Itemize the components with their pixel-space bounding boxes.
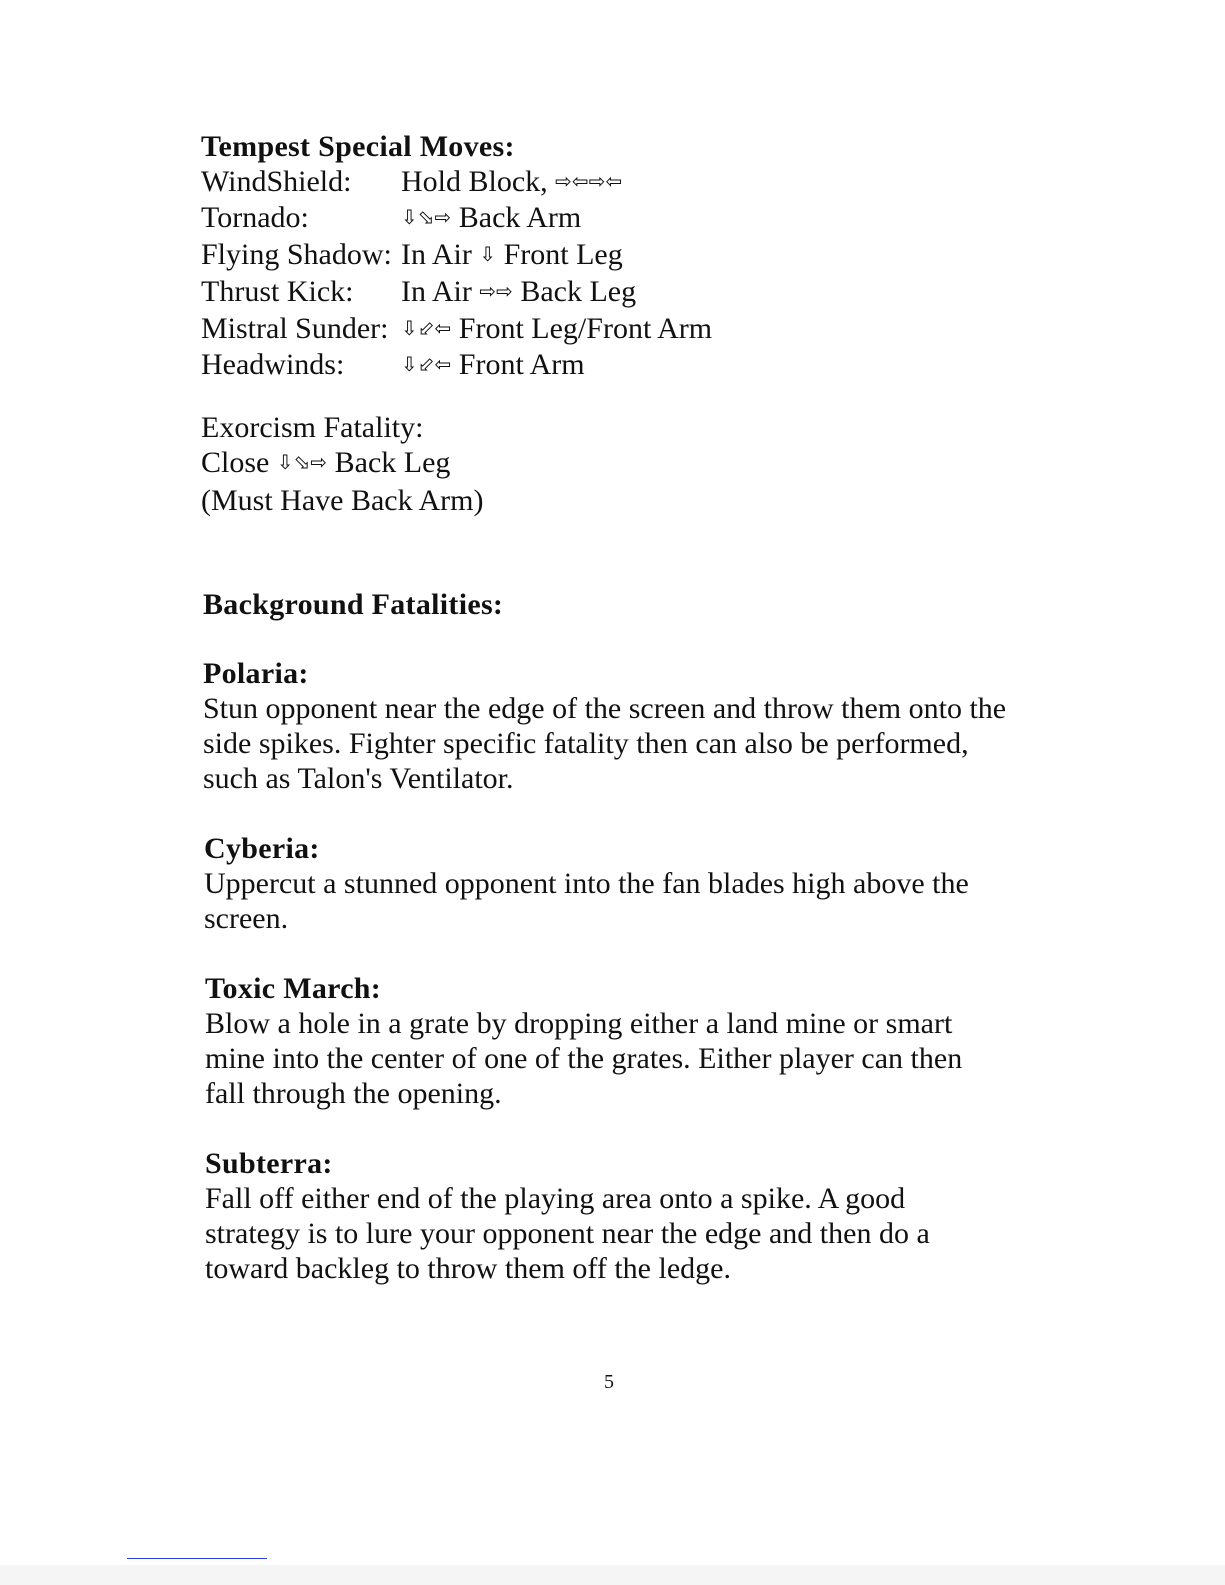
- background-fatalities-heading: Background Fatalities:: [203, 588, 504, 621]
- stage-title: Subterra:: [205, 1147, 333, 1180]
- direction-arrows-icon: ⇨⇨: [479, 278, 513, 303]
- stage-toxic-march: [205, 971, 1035, 1111]
- fatality-input-suffix: Back Leg: [327, 446, 451, 479]
- direction-arrows-icon: ⇨⇦⇨⇦: [555, 168, 623, 193]
- move-input: [401, 238, 623, 275]
- fatality-requirement: (Must Have Back Arm): [201, 484, 484, 517]
- stage-line: screen.: [204, 902, 289, 935]
- fatality-input: [201, 445, 483, 483]
- stage-line: toward backleg to throw them off the ledge.: [205, 1252, 731, 1285]
- stage-line: strategy is to lure your opponent near the edge and then do a: [205, 1217, 930, 1250]
- move-input: [401, 348, 585, 385]
- direction-arrows-icon: ⇩⬃⇦: [401, 352, 452, 377]
- stage-line: Blow a hole in a grate by dropping either a land mine or smart: [205, 1007, 953, 1040]
- stage-line: Stun opponent near the edge of the screen and throw them onto the: [203, 692, 1007, 725]
- move-name: Thrust Kick:: [201, 274, 354, 308]
- move-row-tornado: [201, 201, 712, 238]
- stage-line: mine into the center of one of the grates. Either player can then: [205, 1042, 963, 1075]
- fatality-title: Exorcism Fatality:: [201, 411, 424, 444]
- stage-line: Fall off either end of the playing area onto a spike. A good: [205, 1182, 906, 1215]
- move-row-flying-shadow: [201, 238, 712, 275]
- move-input: [401, 165, 622, 202]
- direction-arrows-icon: ⇩⬂⇨: [276, 450, 328, 474]
- move-input: [401, 275, 636, 312]
- stage-title: Cyberia:: [204, 832, 320, 865]
- move-name: Tornado:: [201, 201, 309, 235]
- stage-polaria: [203, 656, 1033, 796]
- move-input: [401, 312, 712, 349]
- fatality-input-prefix: Close: [201, 446, 277, 479]
- stage-title: Polaria:: [203, 657, 309, 690]
- page-number: 5: [604, 1371, 614, 1393]
- move-input-suffix: Back Leg: [512, 274, 637, 308]
- stage-title: Toxic March:: [205, 972, 382, 1005]
- stage-line: side spikes. Fighter specific fatality then can also be performed,: [203, 727, 969, 760]
- special-moves-heading: Tempest Special Moves:: [201, 130, 515, 163]
- move-input-suffix: Front Arm: [451, 348, 585, 382]
- move-row-mistral-sunder: [201, 312, 712, 349]
- stage-line: such as Talon's Ventilator.: [203, 762, 514, 795]
- link-underline: [127, 1558, 267, 1559]
- move-row-windshield: [201, 165, 712, 202]
- move-input: [401, 201, 581, 238]
- direction-arrows-icon: ⇩: [479, 242, 497, 267]
- move-name: Headwinds:: [201, 348, 345, 382]
- stage-line: fall through the opening.: [205, 1077, 502, 1110]
- move-input-suffix: Back Arm: [451, 201, 582, 235]
- move-name: WindShield:: [201, 164, 352, 198]
- move-name: Flying Shadow:: [201, 238, 392, 272]
- direction-arrows-icon: ⇩⬃⇦: [401, 315, 452, 340]
- move-row-headwinds: [201, 348, 712, 385]
- move-input-prefix: In Air: [401, 274, 480, 308]
- stage-cyberia: [204, 831, 1034, 936]
- stage-line: Uppercut a stunned opponent into the fan blades high above the: [204, 867, 969, 900]
- page-bottom-edge: [0, 1565, 1225, 1585]
- direction-arrows-icon: ⇩⬂⇨: [401, 205, 452, 230]
- move-name: Mistral Sunder:: [201, 311, 389, 345]
- move-input-prefix: In Air: [401, 238, 480, 272]
- move-input-suffix: Front Leg: [496, 238, 623, 272]
- special-moves-section: [201, 130, 712, 385]
- move-input-prefix: Hold Block,: [401, 164, 556, 198]
- fatality-section: [201, 410, 483, 518]
- move-row-thrust-kick: [201, 275, 712, 312]
- stage-subterra: [205, 1146, 1035, 1286]
- move-input-suffix: Front Leg/Front Arm: [451, 311, 713, 345]
